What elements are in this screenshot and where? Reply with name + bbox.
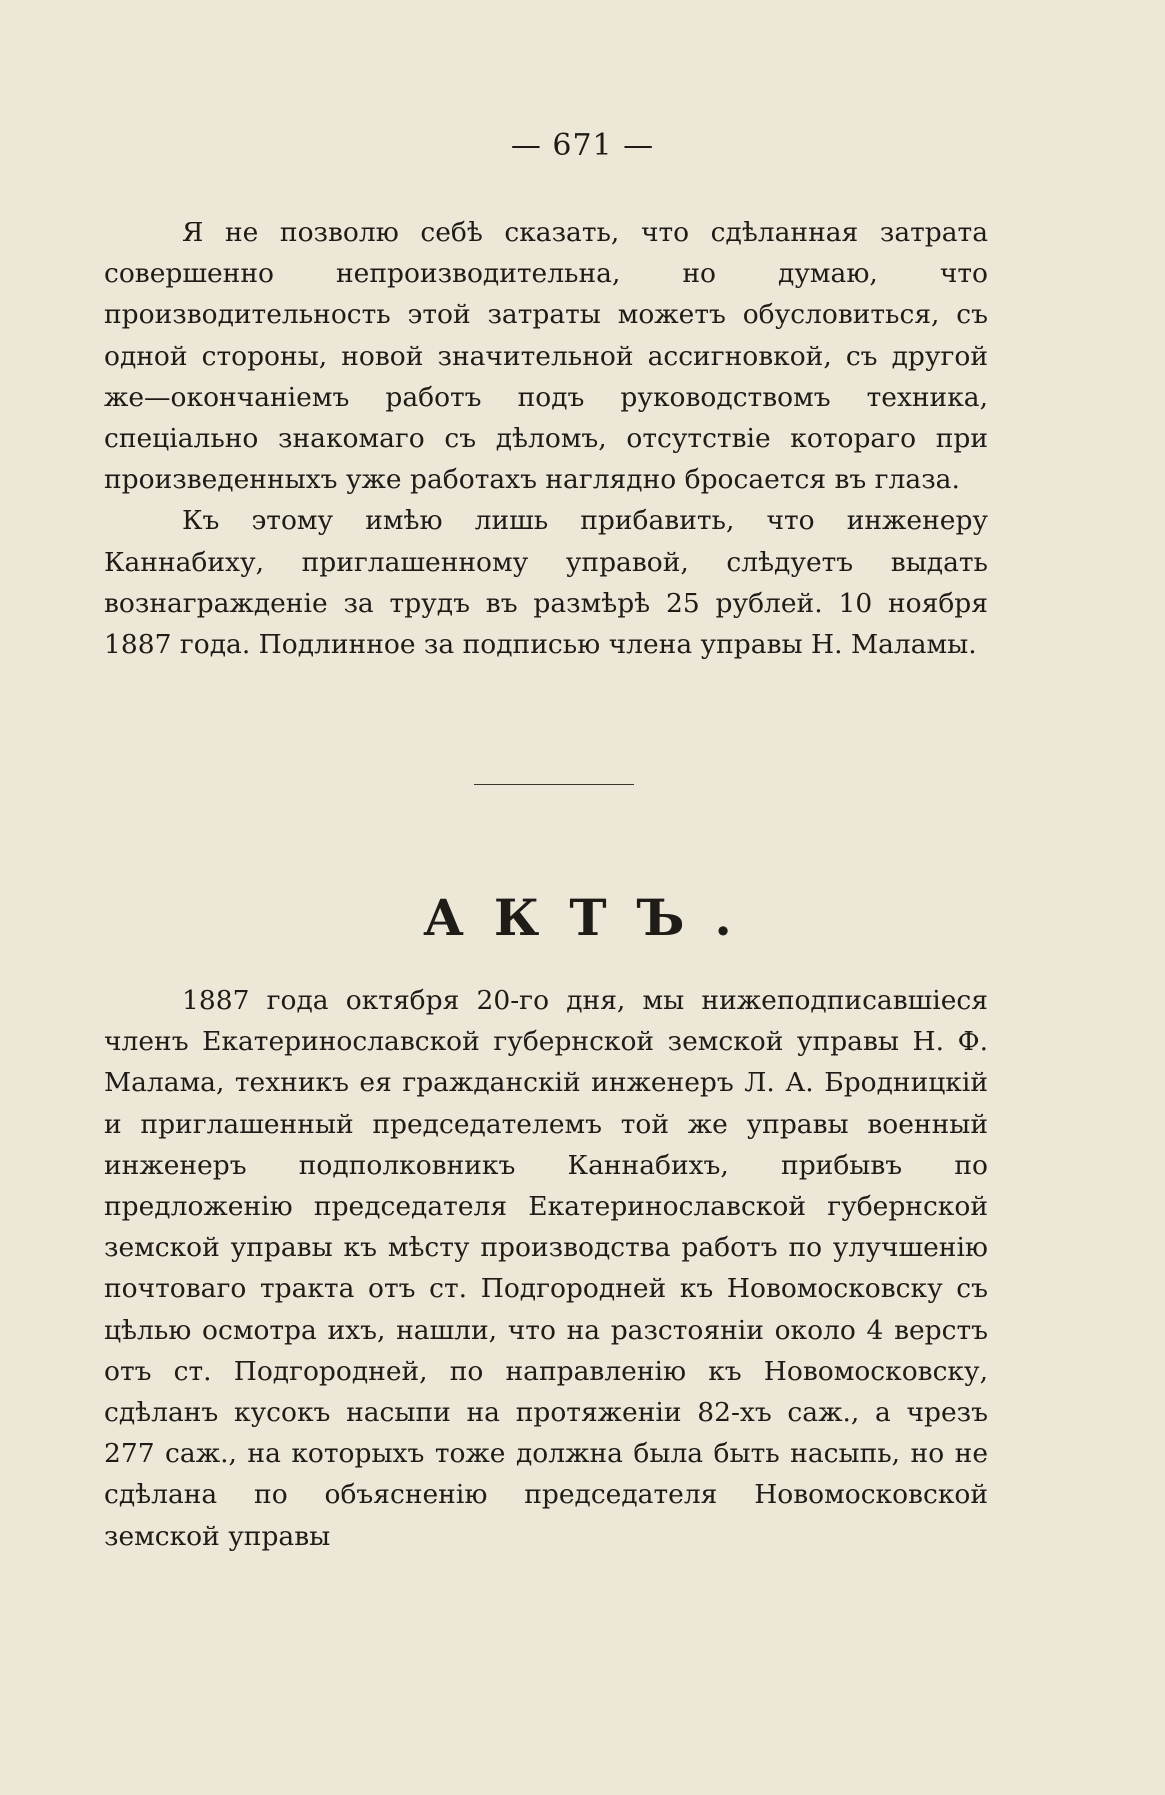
report-text-section [104, 212, 988, 665]
act-text-section [104, 980, 988, 1557]
paragraph-act-body: 1887 года октября 20-го дня, мы нижеподписавшіеся членъ Екатеринославской губернской земской управы Н. Ф. Малама, техникъ ея гражданскій инженеръ Л. А. Бродницкій и приглашенный председателемъ той же управы военный инженеръ подполковникъ Каннабихъ, прибывъ по предложенію председателя Екатеринославской губернской земской управы къ мѣсту производства работъ по улучшенію почтоваго тракта отъ ст. Подгородней къ Новомосковску съ цѣлью осмотра ихъ, нашли, что на разстояніи около 4 верстъ отъ ст. Подгородней, по направленію къ Новомосковску, сдѣланъ кусокъ насыпи на протяженіи 82-хъ саж., а чрезъ 277 саж., на которыхъ тоже должна была быть насыпь, но не сдѣлана по объясненію председателя Новомосковской земской управы [104, 985, 988, 1552]
paragraph-conclusion: Я не позволю себѣ сказать, что сдѣланная затрата совершенно непроизводительна, но думаю, что производительность этой затраты можетъ обусловиться, съ одной стороны, новой значительной ассигновкой, съ другой же—окончаніемъ работъ подъ руководствомъ техника, спеціально знакомаго съ дѣломъ, отсутствіе котораго при произведенныхъ уже работахъ наглядно бросается въ глаза. [104, 217, 988, 496]
page-number: — 671 — [510, 128, 655, 163]
paragraph-fee: Къ этому имѣю лишь прибавить, что инженеру Каннабиху, приглашенному управой, слѣдуетъ выдать вознагражденіе за трудъ въ размѣрѣ 25 рублей. 10 ноября 1887 года. Подлинное за подписью члена управы Н. Маламы. [104, 505, 988, 661]
section-heading-act: АКТЪ. [423, 888, 762, 947]
separator-rule [474, 784, 634, 785]
